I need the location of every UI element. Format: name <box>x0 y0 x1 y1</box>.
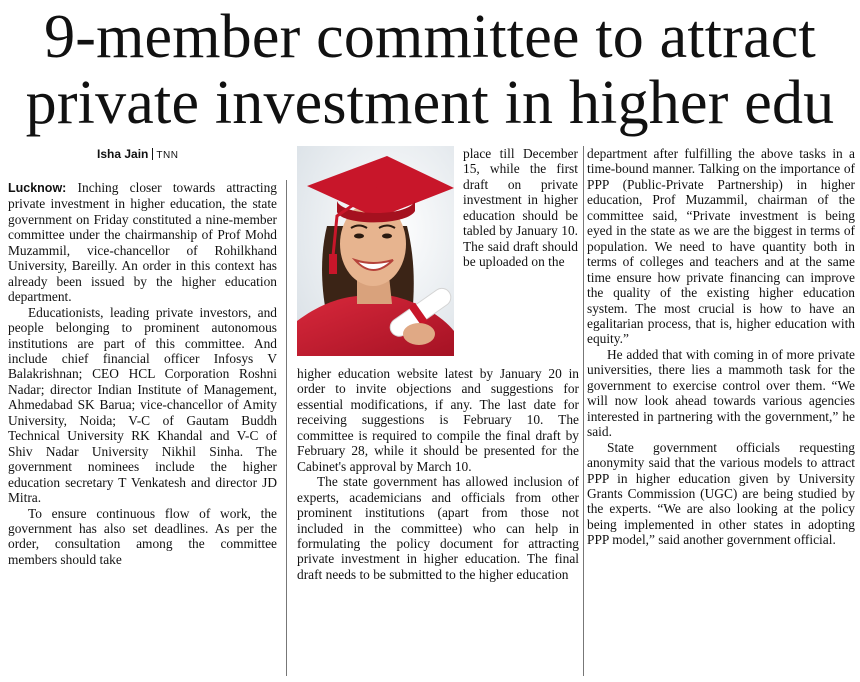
article-column-1 <box>8 180 277 567</box>
paragraph: He added that with coming in of more private universities, there lies a mammoth task for the government to exercise control over them. “We will now look ahead towards various agencies interested in partnering with the government,” he said. <box>587 346 855 440</box>
left-eye <box>354 234 364 239</box>
headline-line-1: 9-member committee to attract <box>44 3 816 71</box>
paragraph: place till December 15, while the first draft on private investment in higher education should be tabled by January 10. The said draft should be uploaded on the <box>463 146 578 270</box>
column-rule <box>286 180 287 676</box>
article-column-3 <box>587 146 855 548</box>
column-rule <box>583 146 584 676</box>
graduate-illustration <box>297 146 454 356</box>
article-column-2 <box>297 366 579 582</box>
right-eye <box>382 234 392 239</box>
headline-line-2: private investment in higher edu <box>25 69 835 137</box>
author-name: Isha Jain <box>97 147 149 161</box>
byline-separator <box>152 148 153 160</box>
graduate-photo <box>297 146 454 356</box>
agency-name: TNN <box>156 150 179 161</box>
paragraph: To ensure continuous flow of work, the government has also set deadlines. As per the order, consultation among the committee members should take <box>8 505 277 567</box>
paragraph: Educationists, leading private investors, and people belonging to prominent autonomous institutions are part of this committee. And include chief financial officer Infosys V Balakrishnan; CEO HCL Corporation Roshni Nadar; director Indian Institute of Management, Ahmedabad SK Barua; vice-chancellor of Amity University, Noida; V-C of Gautam Buddh Technical University RK Khandal and V-C of Shiv Nadar University Nikhil Sinha. The government nominees include the higher education secretary T Venkatesh and director JD Mitra. <box>8 304 277 506</box>
tassel-end <box>329 254 337 274</box>
byline <box>97 147 178 161</box>
paragraph: State government officials requesting anonymity said that the various models to attract PPP in higher education given by University Grants Commission (UGC) are being studied by the experts. “We are also looking at the policy being implemented in other states in adopting PPP model,” said another government official. <box>587 439 855 548</box>
hand-shape <box>403 323 435 345</box>
paragraph: higher education website latest by January 20 in order to invite objections and suggestions for essential modifications, if any. The last date for receiving suggestions is February 10. The committee is required to compile the final draft by February 28, while it should be presented for the Cabinet's approval by March 10. <box>297 366 579 474</box>
paragraph-text: Inching closer towards attracting private investment in higher education, the state government on Friday constituted a nine-member committee under the chairmanship of Prof Mohd Muzammil, vice-chancellor of Rohilkhand University, Bareilly. An order in this context has already been issued by the higher education department. <box>8 180 277 305</box>
paragraph: The state government has allowed inclusion of experts, academicians and officials from other prominent institutions (apart from those not included in the committee) who can help in formulating the policy document for attracting private investment in higher education. The final draft needs to be submitted to the higher education <box>297 474 579 582</box>
dateline: Lucknow: <box>8 181 67 195</box>
paragraph <box>8 180 277 305</box>
article-column-2-top <box>463 146 578 270</box>
paragraph: department after fulfilling the above tasks in a time-bound manner. Talking on the importance of PPP (Public-Private Partnership) in higher education, Prof Muzammil, chairman of the committee said, “Private investment is being eyed in the state as we are the biggest in terms of population. We need to have quantity both in terms of colleges and teachers and at the same time ensure how private financing can improve the quality of the existing higher education system. The most crucial is how to have an egalitarian process, that is, higher education with equity.” <box>587 146 855 347</box>
